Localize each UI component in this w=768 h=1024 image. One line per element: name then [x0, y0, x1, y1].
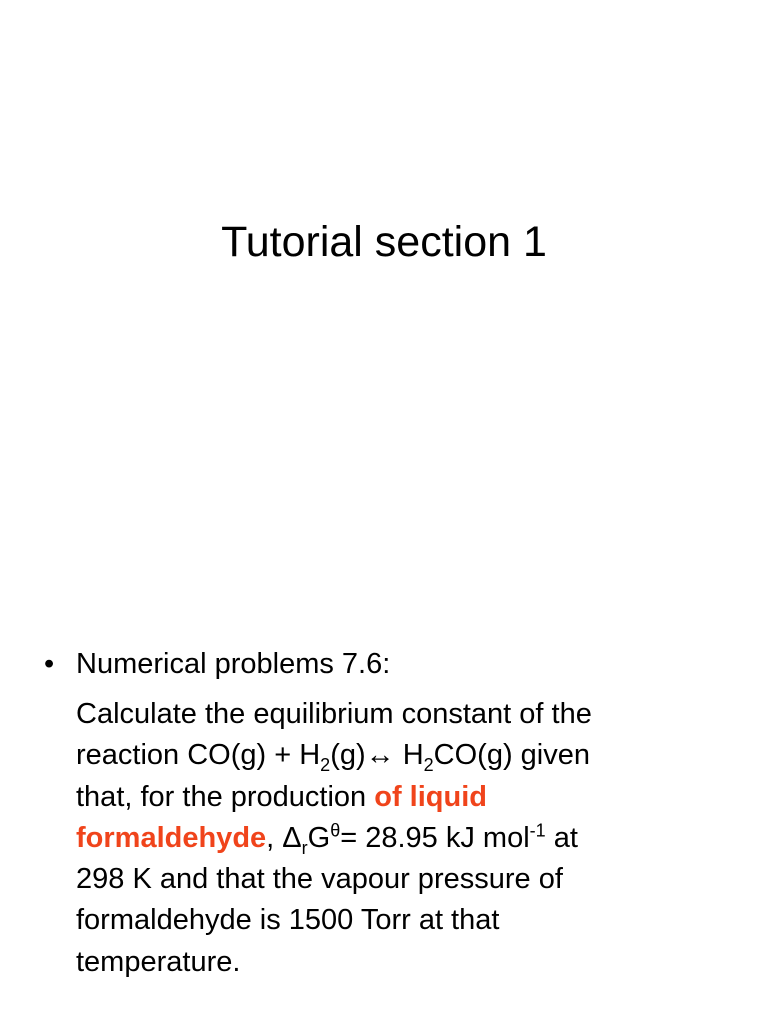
problem-text: temperature.	[76, 945, 241, 978]
problem-text: (g)↔ H	[330, 739, 424, 772]
bullet-item	[44, 643, 390, 685]
subscript: 2	[320, 755, 331, 776]
problem-line-2	[76, 735, 736, 776]
problem-line-5	[76, 859, 736, 900]
problem-line-1	[76, 694, 736, 735]
problem-text: , Δ	[266, 821, 302, 854]
slide-title: Tutorial section 1	[221, 218, 547, 266]
superscript: -1	[529, 820, 546, 841]
bullet-text: Numerical problems 7.6:	[76, 648, 391, 680]
subscript: 2	[423, 755, 434, 776]
bullet-marker: •	[44, 648, 55, 680]
problem-text: formaldehyde is 1500 Torr at that	[76, 904, 500, 937]
superscript: θ	[330, 820, 341, 841]
subscript: r	[301, 837, 308, 858]
problem-statement	[76, 694, 736, 983]
problem-line-4	[76, 818, 736, 859]
problem-line-6	[76, 900, 736, 941]
problem-text: that, for the production	[76, 780, 375, 813]
problem-text: G	[307, 821, 331, 854]
highlighted-text: of liquid	[374, 780, 487, 813]
problem-text: = 28.95 kJ mol	[340, 821, 530, 854]
problem-line-7	[76, 942, 736, 983]
problem-line-3	[76, 777, 736, 818]
problem-text: CO(g) given	[433, 739, 590, 772]
highlighted-text: formaldehyde	[76, 821, 267, 854]
problem-text: Calculate the equilibrium constant of the	[76, 698, 592, 730]
problem-text: reaction CO(g) + H	[76, 739, 321, 772]
problem-text: at	[545, 821, 578, 854]
problem-text: 298 K and that the vapour pressure of	[76, 863, 563, 896]
